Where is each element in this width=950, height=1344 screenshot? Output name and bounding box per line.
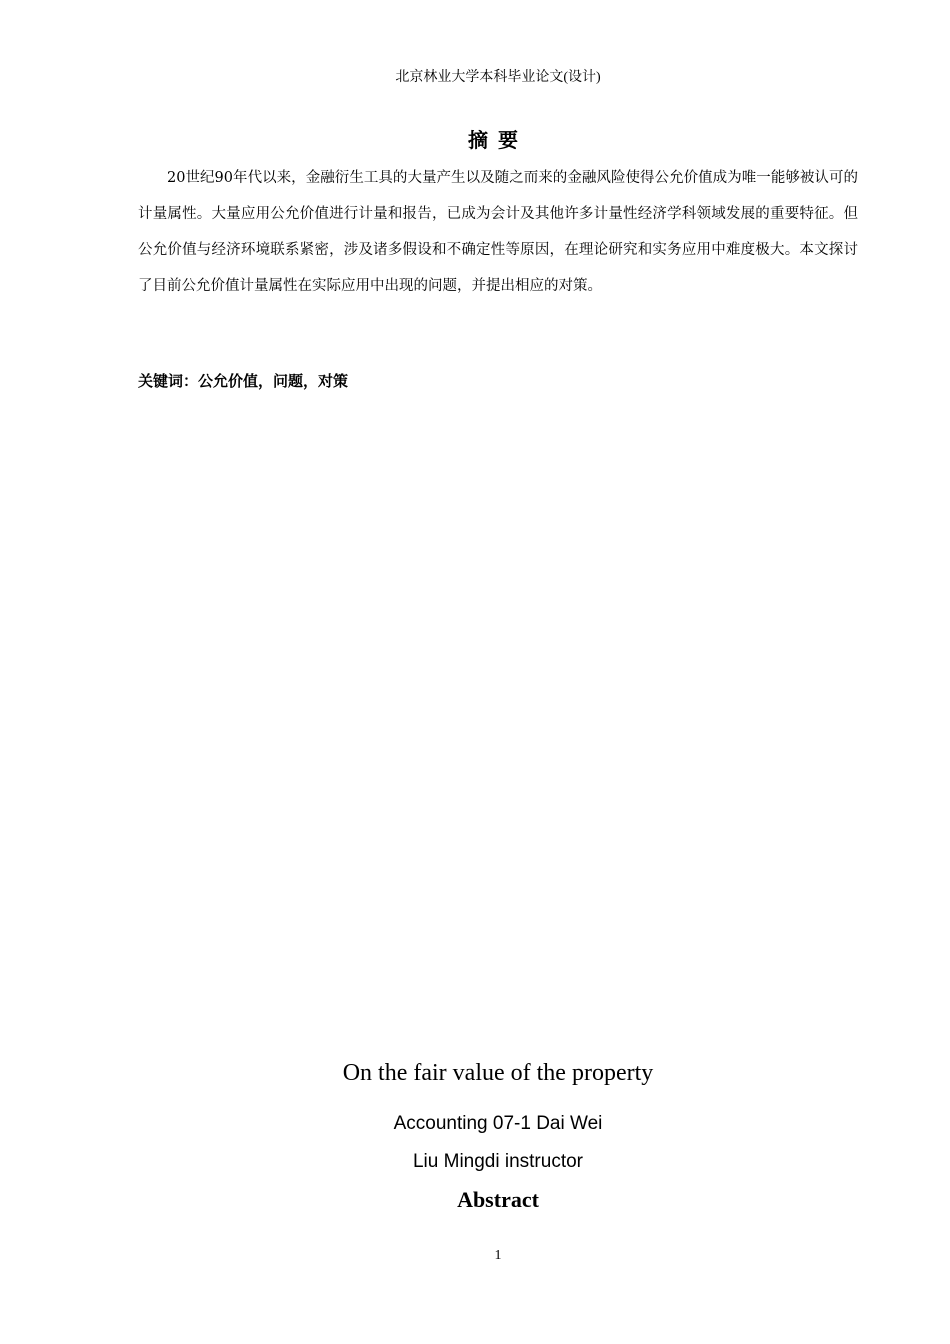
english-author-line: Accounting 07-1 Dai Wei — [393, 1113, 603, 1134]
english-abstract-heading: Abstract — [457, 1187, 539, 1212]
chinese-abstract-heading: 摘要 — [468, 128, 528, 152]
english-title: On the fair value of the property — [342, 1060, 654, 1086]
page-number: 1 — [494, 1248, 502, 1263]
keywords-line: 关键词：公允价值，问题，对策 — [138, 372, 349, 390]
running-header: 北京林业大学本科毕业论文(设计) — [395, 70, 601, 85]
chinese-abstract-body: 20世纪90年代以来，金融衍生工具的大量产生以及随之而来的金融风险使得公允价值成为唯一能够被认可的计量属性。大量应用公允价值进行计量和报告，已成为会计及其他许多计量性经济学科领域发展的重要特征。但公允价值与经济环境联系紧密，涉及诸多假设和不确定性等原因，在理论研究和实务应用中难度极大。本文探讨了目前公允价值计量属性在实际应用中出现的问题，并提出相应的对策。 — [138, 170, 858, 294]
english-instructor-line: Liu Mingdi instructor — [412, 1151, 584, 1172]
